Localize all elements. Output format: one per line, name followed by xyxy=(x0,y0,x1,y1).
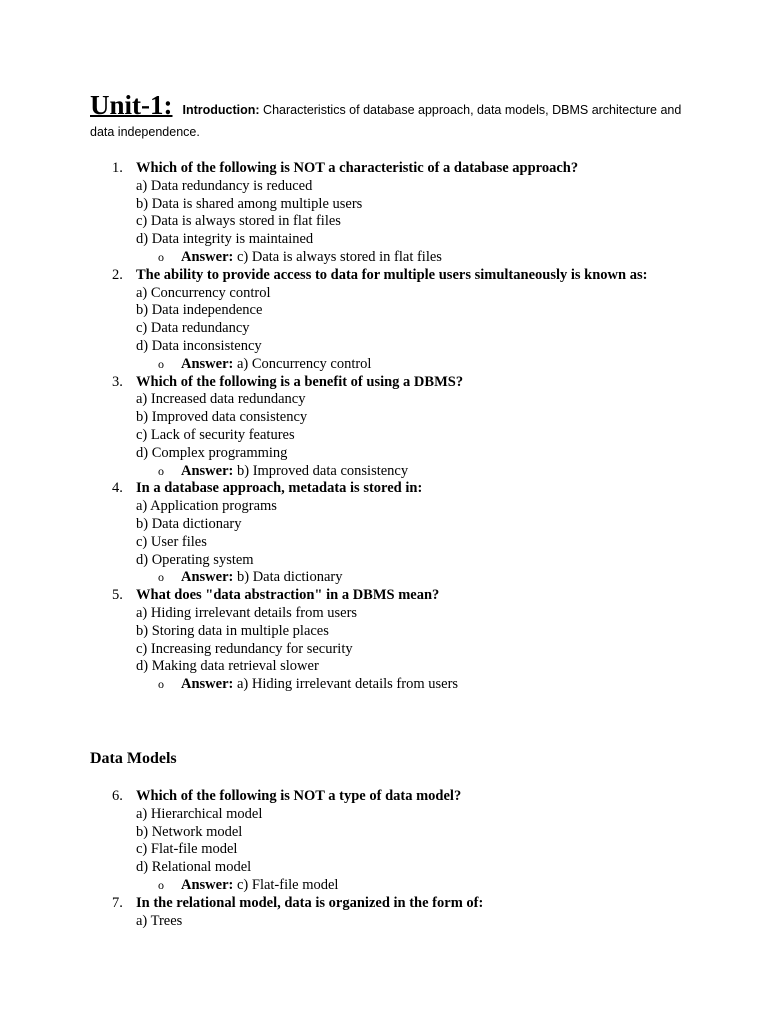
answer-label: Answer: xyxy=(181,462,234,479)
question-line xyxy=(0,788,768,806)
question-item xyxy=(0,587,768,694)
option-text: a) Hierarchical model xyxy=(136,805,263,822)
question-item xyxy=(0,374,768,481)
question-number: 5. xyxy=(112,587,123,604)
option-text: b) Improved data consistency xyxy=(136,409,308,426)
option-line xyxy=(0,913,768,931)
question-line xyxy=(0,480,768,498)
question-list-unit1 xyxy=(0,160,768,694)
question-text: Which of the following is NOT a characteristic of a database approach? xyxy=(136,160,579,176)
option-line xyxy=(0,498,768,516)
answer xyxy=(181,676,458,694)
option-text: d) Relational model xyxy=(136,859,252,876)
bullet-icon: o xyxy=(158,356,164,371)
option-line xyxy=(0,427,768,445)
answer-line xyxy=(0,569,768,587)
option-text: c) Data redundancy xyxy=(136,320,250,337)
bullet-icon: o xyxy=(158,677,164,692)
option-text: c) Flat-file model xyxy=(136,841,238,858)
option-text: c) Data is always stored in flat files xyxy=(136,213,341,230)
question-line xyxy=(0,267,768,285)
option-text: d) Operating system xyxy=(136,551,254,568)
option-line xyxy=(0,658,768,676)
option-line xyxy=(0,231,768,249)
question-line xyxy=(0,587,768,605)
section-title-data-models: Data Models xyxy=(90,750,177,767)
question-text: Which of the following is NOT a type of data model? xyxy=(136,788,462,804)
answer xyxy=(181,877,338,895)
option-text: b) Data independence xyxy=(136,302,263,319)
option-line xyxy=(0,516,768,534)
question-text: The ability to provide access to data for multiple users simultaneously is known as: xyxy=(136,266,648,283)
option-line xyxy=(0,641,768,659)
question-item xyxy=(0,480,768,587)
answer-line xyxy=(0,249,768,267)
answer-label: Answer: xyxy=(181,248,234,265)
option-line xyxy=(0,178,768,196)
answer-line xyxy=(0,356,768,374)
option-line xyxy=(0,302,768,320)
option-line xyxy=(0,806,768,824)
question-number: 6. xyxy=(112,788,123,804)
option-line xyxy=(0,213,768,231)
answer xyxy=(181,463,408,481)
answer-text: a) Hiding irrelevant details from users xyxy=(233,676,459,693)
intro-text: Characteristics of database approach, data models, DBMS architecture and xyxy=(259,103,682,117)
question-list-data-models xyxy=(0,788,768,930)
question-item xyxy=(0,788,768,895)
option-text: a) Data redundancy is reduced xyxy=(136,177,313,194)
option-text: c) Increasing redundancy for security xyxy=(136,640,353,657)
answer-text: b) Data dictionary xyxy=(233,569,343,586)
question-line xyxy=(0,895,768,913)
question-number: 4. xyxy=(112,480,123,497)
question-line xyxy=(0,160,768,178)
option-line xyxy=(0,196,768,214)
option-line xyxy=(0,552,768,570)
answer-text: c) Flat-file model xyxy=(233,876,339,893)
answer-text: a) Concurrency control xyxy=(233,355,372,372)
question-number: 2. xyxy=(112,266,123,283)
option-text: b) Data dictionary xyxy=(136,515,242,532)
option-line xyxy=(0,391,768,409)
question-number: 3. xyxy=(112,373,123,390)
option-text: c) Lack of security features xyxy=(136,426,295,443)
option-text: d) Making data retrieval slower xyxy=(136,658,319,675)
option-text: a) Application programs xyxy=(136,498,277,515)
question-item xyxy=(0,160,768,267)
answer-label: Answer: xyxy=(181,355,234,372)
bullet-icon: o xyxy=(158,877,164,892)
unit-title: Unit-1: xyxy=(90,90,173,120)
intro-label: Introduction: xyxy=(182,103,260,117)
option-line xyxy=(0,824,768,842)
question-text: In a database approach, metadata is stored in: xyxy=(136,480,423,497)
option-text: a) Concurrency control xyxy=(136,284,271,301)
option-line xyxy=(0,623,768,641)
option-line xyxy=(0,285,768,303)
option-text: a) Increased data redundancy xyxy=(136,391,306,408)
option-text: d) Complex programming xyxy=(136,444,288,461)
answer-line xyxy=(0,676,768,694)
option-line xyxy=(0,605,768,623)
answer-line xyxy=(0,877,768,895)
option-line xyxy=(0,841,768,859)
intro-text-continued: data independence. xyxy=(90,125,200,139)
question-number: 1. xyxy=(112,160,123,176)
answer-label: Answer: xyxy=(181,676,234,693)
option-line xyxy=(0,859,768,877)
option-line xyxy=(0,409,768,427)
question-number: 7. xyxy=(112,894,123,911)
bullet-icon: o xyxy=(158,570,164,585)
question-text: Which of the following is a benefit of using a DBMS? xyxy=(136,373,464,390)
answer-line xyxy=(0,463,768,481)
answer xyxy=(181,569,342,587)
option-text: d) Data integrity is maintained xyxy=(136,231,314,248)
answer-label: Answer: xyxy=(181,876,234,893)
option-text: b) Storing data in multiple places xyxy=(136,622,329,639)
question-item xyxy=(0,895,768,931)
option-line xyxy=(0,320,768,338)
unit-heading xyxy=(90,92,690,119)
question-text: What does "data abstraction" in a DBMS mean? xyxy=(136,587,440,604)
answer-text: b) Improved data consistency xyxy=(233,462,409,479)
option-line xyxy=(0,534,768,552)
question-item xyxy=(0,267,768,374)
option-text: b) Network model xyxy=(136,823,243,840)
option-line xyxy=(0,445,768,463)
option-text: a) Trees xyxy=(136,912,183,929)
option-text: a) Hiding irrelevant details from users xyxy=(136,604,358,621)
answer xyxy=(181,249,442,267)
bullet-icon: o xyxy=(158,249,164,264)
answer-text: c) Data is always stored in flat files xyxy=(233,248,442,265)
option-line xyxy=(0,338,768,356)
question-line xyxy=(0,374,768,392)
bullet-icon: o xyxy=(158,463,164,478)
option-text: b) Data is shared among multiple users xyxy=(136,195,363,212)
answer-label: Answer: xyxy=(181,569,234,586)
option-text: d) Data inconsistency xyxy=(136,337,262,354)
answer xyxy=(181,356,371,374)
option-text: c) User files xyxy=(136,533,207,550)
question-text: In the relational model, data is organized in the form of: xyxy=(136,894,484,911)
